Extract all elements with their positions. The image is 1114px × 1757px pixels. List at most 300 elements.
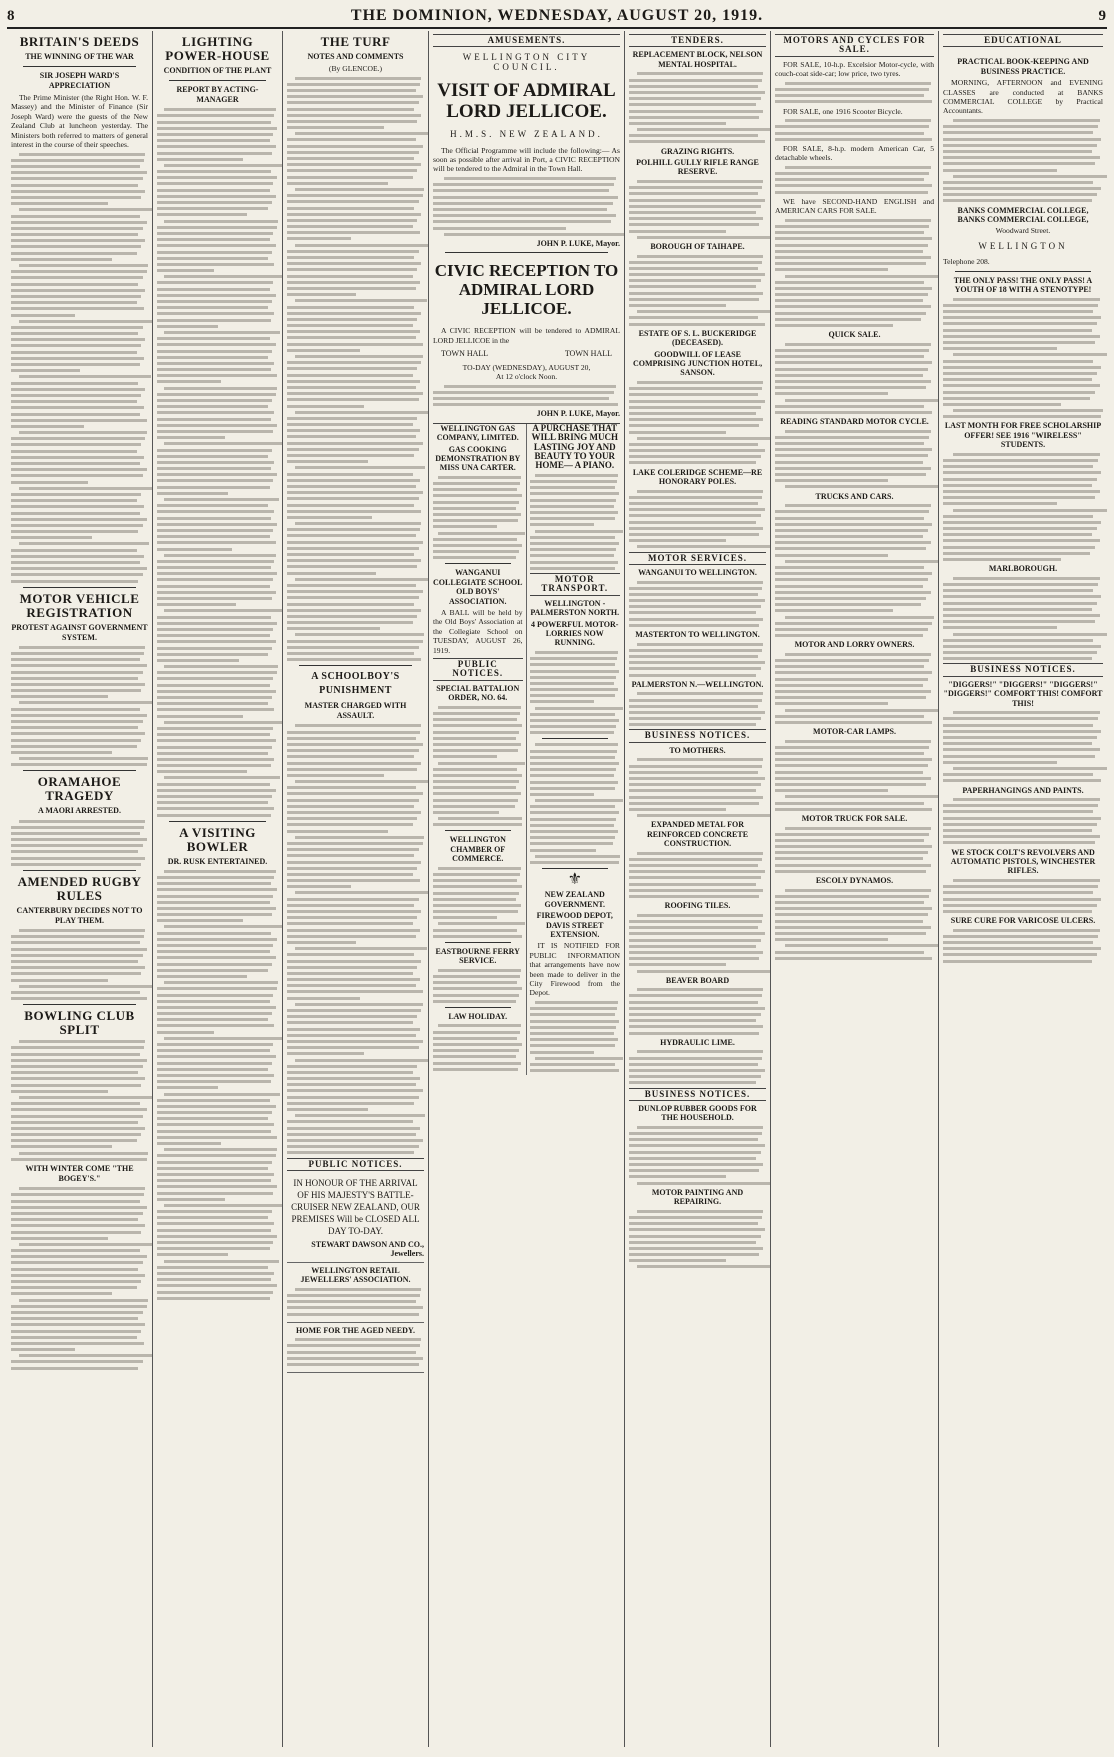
text-line [775, 771, 923, 774]
text-line [287, 169, 417, 172]
text-line [157, 739, 276, 742]
text-line [287, 572, 376, 575]
text-line [157, 189, 270, 192]
text-line [530, 548, 617, 551]
text-line [629, 771, 758, 774]
text-line [157, 1074, 274, 1077]
text-line [629, 304, 726, 307]
ad-body [433, 1024, 523, 1070]
text-line [164, 554, 275, 557]
ad-body: IT IS NOTIFIED FOR PUBLIC INFORMATION that arrangements have now been made to deliver in the City Firewood from the Depot. [529, 941, 620, 998]
page-number-left: 8 [7, 7, 16, 24]
text-line [943, 329, 1092, 332]
text-line [530, 731, 614, 734]
article-body [11, 153, 148, 583]
text-line [11, 1212, 143, 1215]
text-line [637, 970, 770, 973]
text-line [775, 783, 926, 786]
ad-title: SPECIAL BATTALION ORDER, NO. 64. [436, 683, 520, 703]
text-line [11, 326, 143, 329]
ad-title: WE STOCK COLT'S REVOLVERS AND AUTOMATIC PISTOLS, WINCHESTER RIFLES. [950, 847, 1096, 876]
text-line [157, 895, 273, 898]
divider [169, 821, 266, 822]
text-line [287, 658, 421, 661]
text-line [11, 530, 138, 533]
text-line [785, 430, 931, 433]
text-line [157, 591, 276, 594]
text-line [943, 804, 1098, 807]
text-line [629, 508, 765, 511]
text-line [629, 91, 765, 94]
text-line [11, 1317, 138, 1320]
ad-title: LAST MONTH FOR FREE SCHOLARSHIP OFFER! SEE 1916 "WIRELESS" STUDENTS. [944, 421, 1102, 450]
text-line [11, 1323, 145, 1326]
text-line [287, 349, 360, 352]
text-line [775, 88, 929, 91]
masthead [7, 5, 1107, 29]
text-line [157, 585, 270, 588]
text-line [775, 690, 931, 693]
text-line [629, 963, 726, 966]
text-line [19, 646, 145, 649]
text-line [157, 523, 277, 526]
ad-body [629, 180, 766, 239]
text-line [157, 944, 273, 947]
text-line [775, 758, 932, 761]
text-line [433, 1043, 522, 1046]
text-line [287, 429, 420, 432]
text-line [943, 724, 1093, 727]
text-line [11, 493, 141, 496]
text-line [530, 542, 620, 545]
ad-title: "DIGGERS!" "DIGGERS!" "DIGGERS!" "DIGGERS!" COMFORT THIS! COMFORT THIS! [943, 679, 1103, 708]
text-line [287, 941, 356, 944]
text-line [157, 622, 277, 625]
text-line [530, 1007, 618, 1010]
text-line [637, 310, 770, 313]
text-line [287, 1034, 416, 1037]
classified-body [775, 82, 934, 104]
text-line [433, 749, 518, 752]
text-line [157, 1297, 270, 1300]
text-line [943, 156, 1100, 159]
text-line [775, 864, 931, 867]
text-line [775, 926, 931, 929]
text-line [11, 400, 137, 403]
text-line [11, 344, 141, 347]
notice-title: HOME FOR THE AGED NEEDY. [296, 1325, 415, 1335]
text-line [157, 517, 271, 520]
text-line [530, 1026, 617, 1029]
text-line [433, 397, 609, 400]
text-line [629, 1169, 759, 1172]
text-line [775, 603, 921, 606]
ad-title: LAW HOLIDAY. [448, 1011, 508, 1021]
text-line [433, 501, 519, 504]
text-line [943, 372, 1097, 375]
text-line [530, 492, 620, 495]
ad-body [530, 474, 621, 570]
text-line [11, 518, 147, 521]
text-line [157, 1062, 272, 1065]
text-line [157, 1024, 274, 1027]
text-line [943, 310, 1093, 313]
notice-text: IN HONOUR OF THE ARRIVAL OF HIS MAJESTY'S BATTLE-CRUISER NEW ZEALAND, OUR PREMISES Will be CLOSED ALL DAY TO-DAY. [291, 1177, 420, 1236]
ad-body [629, 758, 766, 817]
text-line [287, 231, 420, 234]
text-line [775, 535, 923, 538]
ad-body [530, 743, 621, 864]
text-line [775, 789, 888, 792]
text-line [11, 1133, 141, 1136]
text-line [295, 299, 427, 302]
text-line [943, 657, 1092, 660]
text-line [775, 857, 923, 860]
text-line [943, 459, 1098, 462]
text-line [287, 1120, 413, 1123]
text-line [157, 405, 268, 408]
text-line [287, 848, 419, 851]
text-line [433, 755, 497, 758]
notice-title: WELLINGTON RETAIL JEWELLERS' ASSOCIATION. [300, 1265, 411, 1285]
text-line [295, 724, 421, 727]
text-line [287, 1300, 416, 1303]
text-line [164, 721, 283, 724]
text-line [943, 484, 1092, 487]
text-line [287, 1294, 420, 1297]
text-line [953, 175, 1107, 178]
text-line [287, 405, 364, 408]
text-line [433, 718, 517, 721]
text-line [433, 873, 520, 876]
text-line [11, 301, 137, 304]
text-line [287, 873, 413, 876]
text-line [11, 751, 112, 754]
text-line [433, 189, 609, 192]
text-line [775, 870, 926, 873]
text-line [629, 1216, 762, 1219]
text-line [943, 546, 1095, 549]
text-line [535, 799, 623, 802]
text-line [943, 125, 1098, 128]
text-line [295, 77, 421, 80]
text-line [11, 233, 138, 236]
text-line [629, 122, 726, 125]
text-line [785, 709, 939, 712]
text-line [11, 462, 140, 465]
text-line [438, 762, 525, 765]
text-line [629, 533, 759, 536]
notice-heading: WELLINGTON CITY COUNCIL. [462, 52, 591, 72]
notice-headline: CIVIC RECEPTION TO ADMIRAL LORD JELLICOE. [434, 261, 619, 319]
text-line [629, 599, 765, 602]
text-line [433, 823, 522, 826]
text-line [157, 1154, 276, 1157]
text-line [287, 1096, 419, 1099]
text-line [775, 380, 931, 383]
text-line [530, 824, 614, 827]
text-line [530, 1063, 615, 1066]
text-line [157, 1086, 218, 1089]
text-line [287, 854, 414, 857]
text-line [629, 261, 762, 264]
classified-body [775, 219, 934, 327]
text-line [629, 605, 761, 608]
text-line [157, 455, 268, 458]
text-line [530, 523, 594, 526]
text-line [530, 713, 615, 716]
text-line [11, 165, 140, 168]
text-line [157, 1099, 270, 1102]
text-line [530, 818, 617, 821]
text-line [287, 293, 356, 296]
text-line [943, 341, 1095, 344]
text-line [775, 349, 929, 352]
text-line [433, 879, 517, 882]
text-line [157, 597, 272, 600]
byline: (By GLENCOE.) [328, 64, 383, 73]
text-line [295, 578, 428, 581]
text-line [438, 532, 525, 535]
text-line [11, 215, 140, 218]
text-line [530, 536, 615, 539]
text-line [637, 814, 770, 817]
text-line [11, 863, 141, 866]
classified: FOR SALE, 10-h.p. Excelsior Motor-cycle, with couch-coat side-car; low price, two tyres. [775, 59, 934, 79]
text-line [11, 652, 144, 655]
text-line [287, 287, 416, 290]
text-line [157, 1123, 274, 1126]
text-line [157, 801, 268, 804]
classified: FOR SALE, 8-h.p. modern American Car, 5 detachable wheels. [775, 143, 934, 163]
text-line [11, 567, 147, 570]
text-line [287, 817, 417, 820]
ad-address: Woodward Street. [995, 226, 1051, 236]
text-line [530, 1020, 620, 1023]
text-line [11, 1224, 145, 1227]
text-line [287, 145, 423, 148]
text-line [19, 153, 145, 156]
text-line [943, 736, 1097, 739]
text-line [775, 777, 931, 780]
text-line [157, 201, 272, 204]
text-line [629, 1032, 759, 1035]
text-line [943, 717, 1098, 720]
text-line [295, 355, 422, 358]
text-line [295, 244, 429, 247]
text-line [11, 954, 143, 957]
text-line [11, 1108, 147, 1111]
text-line [287, 367, 417, 370]
text-line [433, 1037, 517, 1040]
text-line [11, 1090, 108, 1093]
text-line [433, 712, 520, 715]
text-line [287, 615, 417, 618]
text-line [629, 461, 756, 464]
text-line [433, 737, 516, 740]
text-line [953, 353, 1107, 356]
text-line [287, 879, 420, 882]
ad-body [943, 798, 1103, 844]
text-line [164, 1260, 279, 1263]
text-line [157, 987, 277, 990]
text-line [785, 889, 931, 892]
text-line [433, 799, 518, 802]
text-line [157, 548, 232, 551]
text-line [775, 659, 929, 662]
text-line [629, 611, 756, 614]
text-line [11, 708, 140, 711]
column-5 [625, 31, 771, 1747]
text-line [157, 653, 268, 656]
text-line [943, 645, 1101, 648]
text-line [11, 671, 143, 674]
text-line [157, 306, 268, 309]
text-line [775, 250, 923, 253]
text-line [157, 807, 274, 810]
text-line [629, 864, 758, 867]
text-line [157, 795, 272, 798]
text-line [629, 412, 756, 415]
text-line [287, 114, 421, 117]
article-lead: The Prime Minister (the Right Hon. W. F. Massey) and the Minister of Finance (Sir Joseph Ward) were the guests of the New Zealand Club at luncheon yesterday. The Ministers both referred to matters of general interest in the course of their speeches. [11, 93, 148, 150]
text-line [295, 891, 429, 894]
text-line [530, 793, 594, 796]
text-line [629, 455, 761, 458]
text-line [535, 530, 623, 533]
text-line [637, 236, 770, 239]
text-line [943, 162, 1095, 165]
ad-body [943, 577, 1103, 660]
ad-title: EASTBOURNE FERRY SERVICE. [435, 946, 520, 966]
text-line [775, 517, 924, 520]
text-line [11, 658, 140, 661]
venue: TOWN HALL [441, 349, 489, 359]
text-line [943, 823, 1097, 826]
text-line [775, 839, 924, 842]
text-line [157, 244, 276, 247]
text-line [157, 758, 274, 761]
text-line [157, 529, 273, 532]
text-line [943, 602, 1097, 605]
text-line [629, 116, 759, 119]
text-line [943, 515, 1093, 518]
text-line [775, 244, 928, 247]
text-line [775, 448, 932, 451]
text-line [11, 1127, 145, 1130]
text-line [19, 757, 148, 760]
text-line [629, 273, 765, 276]
text-line [287, 972, 413, 975]
text-line [11, 382, 138, 385]
text-line [11, 1046, 144, 1049]
ad-title: MOTOR PAINTING AND REPAIRING. [651, 1187, 744, 1207]
text-line [11, 1218, 138, 1221]
text-line [157, 1266, 268, 1269]
ad-title: HYDRAULIC LIME. [660, 1037, 735, 1047]
section-header: TENDERS. [629, 34, 766, 47]
text-line [637, 1210, 763, 1213]
text-line [157, 1105, 276, 1108]
ad-title: BEAVER BOARD [665, 975, 730, 985]
text-line [775, 665, 924, 668]
text-line [775, 851, 928, 854]
text-line [629, 514, 761, 517]
text-line [157, 647, 272, 650]
text-line [11, 1059, 147, 1062]
text-line [157, 436, 225, 439]
text-line [287, 904, 414, 907]
ad-body [943, 879, 1103, 913]
text-line [11, 190, 145, 193]
text-line [287, 157, 414, 160]
ad-title: MOTOR-CAR LAMPS. [813, 727, 896, 737]
text-line [943, 397, 1090, 400]
text-line [157, 932, 271, 935]
text-line [11, 369, 80, 372]
text-line [287, 1065, 417, 1068]
text-line [287, 786, 416, 789]
ad-body [530, 651, 621, 734]
divider [955, 271, 1091, 272]
text-line [775, 523, 932, 526]
text-line [11, 177, 143, 180]
column-7 [939, 31, 1107, 1747]
section-header: BUSINESS NOTICES. [629, 729, 766, 742]
text-line [785, 485, 939, 488]
text-line [157, 337, 270, 340]
ad-title: NEW ZEALAND GOVERNMENT. [544, 890, 606, 909]
text-line [11, 732, 145, 735]
text-line [295, 1338, 421, 1341]
headline: A VISITING BOWLER [179, 824, 256, 854]
text-line [157, 356, 268, 359]
text-line [637, 1126, 763, 1129]
text-line [11, 850, 138, 853]
text-line [629, 199, 765, 202]
ad-body [629, 581, 766, 627]
text-line [287, 120, 417, 123]
text-line [157, 300, 272, 303]
text-line [629, 230, 726, 233]
text-line [287, 1021, 413, 1024]
text-line [287, 1357, 423, 1360]
text-line [11, 314, 75, 317]
text-line [775, 368, 928, 371]
text-line [775, 100, 932, 103]
text-line [943, 810, 1093, 813]
text-line [438, 817, 522, 820]
notice-date: TO-DAY (WEDNESDAY), AUGUST 20, [462, 362, 591, 372]
text-line [11, 239, 145, 242]
text-line [287, 1015, 417, 1018]
ad-body [433, 969, 523, 1003]
text-line [157, 114, 274, 117]
text-line [629, 1001, 758, 1004]
text-line [287, 1127, 420, 1130]
text-line [530, 1051, 594, 1054]
text-line [775, 392, 888, 395]
text-line [433, 550, 519, 553]
text-line [629, 316, 758, 319]
text-line [530, 762, 620, 765]
text-line [287, 1009, 421, 1012]
text-line [287, 966, 417, 969]
text-line [157, 1198, 225, 1201]
text-line [629, 393, 758, 396]
text-line [157, 226, 277, 229]
text-line [11, 1102, 140, 1105]
